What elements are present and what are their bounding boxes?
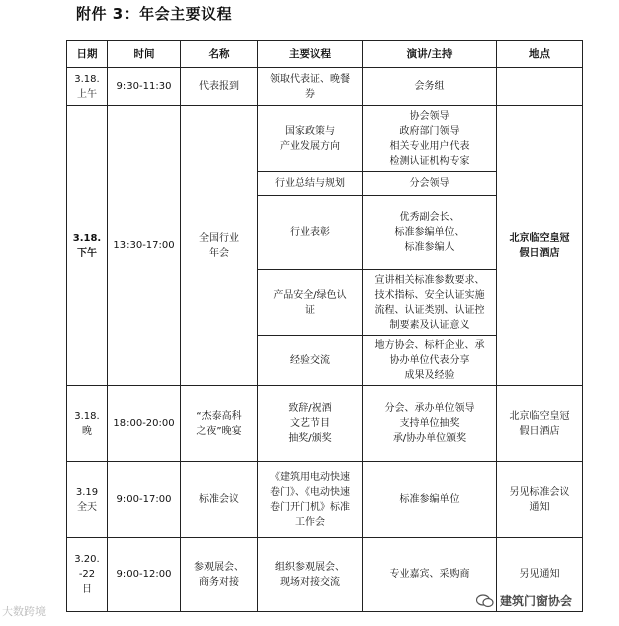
header-time: 时间 [108,41,181,68]
cell-place: 另见标准会议 通知 [497,462,583,538]
cell-time: 9:00-12:00 [108,538,181,612]
cell-agenda: 致辞/祝酒 文艺节目 抽奖/颁奖 [258,386,363,462]
table-row [67,106,583,172]
cell-date: 3.18. 下午 [67,106,108,386]
cell-speaker: 优秀副会长、 标准参编单位、 标准参编人 [363,196,497,270]
cell-place: 另见通知 [497,538,583,612]
cell-speaker: 分会领导 [363,172,497,196]
watermark-right-text: 建筑门窗协会 [500,594,573,608]
cell-speaker: 专业嘉宾、采购商 [363,538,497,612]
cell-speaker: 地方协会、标杆企业、承 协办单位代表分享 成果及经验 [363,336,497,386]
header-agenda: 主要议程 [258,41,363,68]
cell-place: 北京临空皇冠 假日酒店 [497,106,583,386]
cell-date: 3.20. -22 日 [67,538,108,612]
cell-name: 代表报到 [181,68,258,106]
cell-name: 全国行业 年会 [181,106,258,386]
cell-agenda: 行业总结与规划 [258,172,363,196]
watermark-left [2,603,46,619]
table-row [67,68,583,106]
cell-name: 标准会议 [181,462,258,538]
cell-time: 18:00-20:00 [108,386,181,462]
cell-time: 9:30-11:30 [108,68,181,106]
cell-speaker: 宣讲相关标准参数要求、 技术指标、安全认证实施 流程、认证类别、认证控 制要素及认证意义 [363,270,497,336]
cell-place: 北京临空皇冠 假日酒店 [497,386,583,462]
cell-name: “杰泰高科 之夜”晚宴 [181,386,258,462]
cell-speaker: 标准参编单位 [363,462,497,538]
cell-agenda: 经验交流 [258,336,363,386]
header-place: 地点 [497,41,583,68]
cell-name: 参观展会、 商务对接 [181,538,258,612]
cell-place [497,68,583,106]
page-title: 附件 3：年会主要议程 [76,5,233,23]
header-date: 日期 [67,41,108,68]
cell-date: 3.19 全天 [67,462,108,538]
cell-speaker: 协会领导 政府部门领导 相关专业用户代表 检测认证机构专家 [363,106,497,172]
watermark-right [476,592,572,609]
cell-agenda: 领取代表证、晚餐 券 [258,68,363,106]
cell-agenda: 产品安全/绿色认 证 [258,270,363,336]
agenda-table [66,40,583,612]
cell-date: 3.18. 晚 [67,386,108,462]
cell-speaker: 分会、承办单位领导 支持单位抽奖 承/协办单位颁奖 [363,386,497,462]
cell-agenda: 组织参观展会、 现场对接交流 [258,538,363,612]
wechat-icon [476,594,494,608]
cell-date: 3.18. 上午 [67,68,108,106]
header-name: 名称 [181,41,258,68]
watermark-left-text: 大数跨境 [2,605,46,618]
table-row [67,462,583,538]
header-speaker: 演讲/主持 [363,41,497,68]
cell-agenda: 国家政策与 产业发展方向 [258,106,363,172]
table-header-row [67,41,583,68]
cell-time: 9:00-17:00 [108,462,181,538]
cell-agenda: 《建筑用电动快速 卷门》、《电动快速 卷门开门机》标准 工作会 [258,462,363,538]
cell-speaker: 会务组 [363,68,497,106]
cell-time: 13:30-17:00 [108,106,181,386]
cell-agenda: 行业表彰 [258,196,363,270]
table-row [67,386,583,462]
